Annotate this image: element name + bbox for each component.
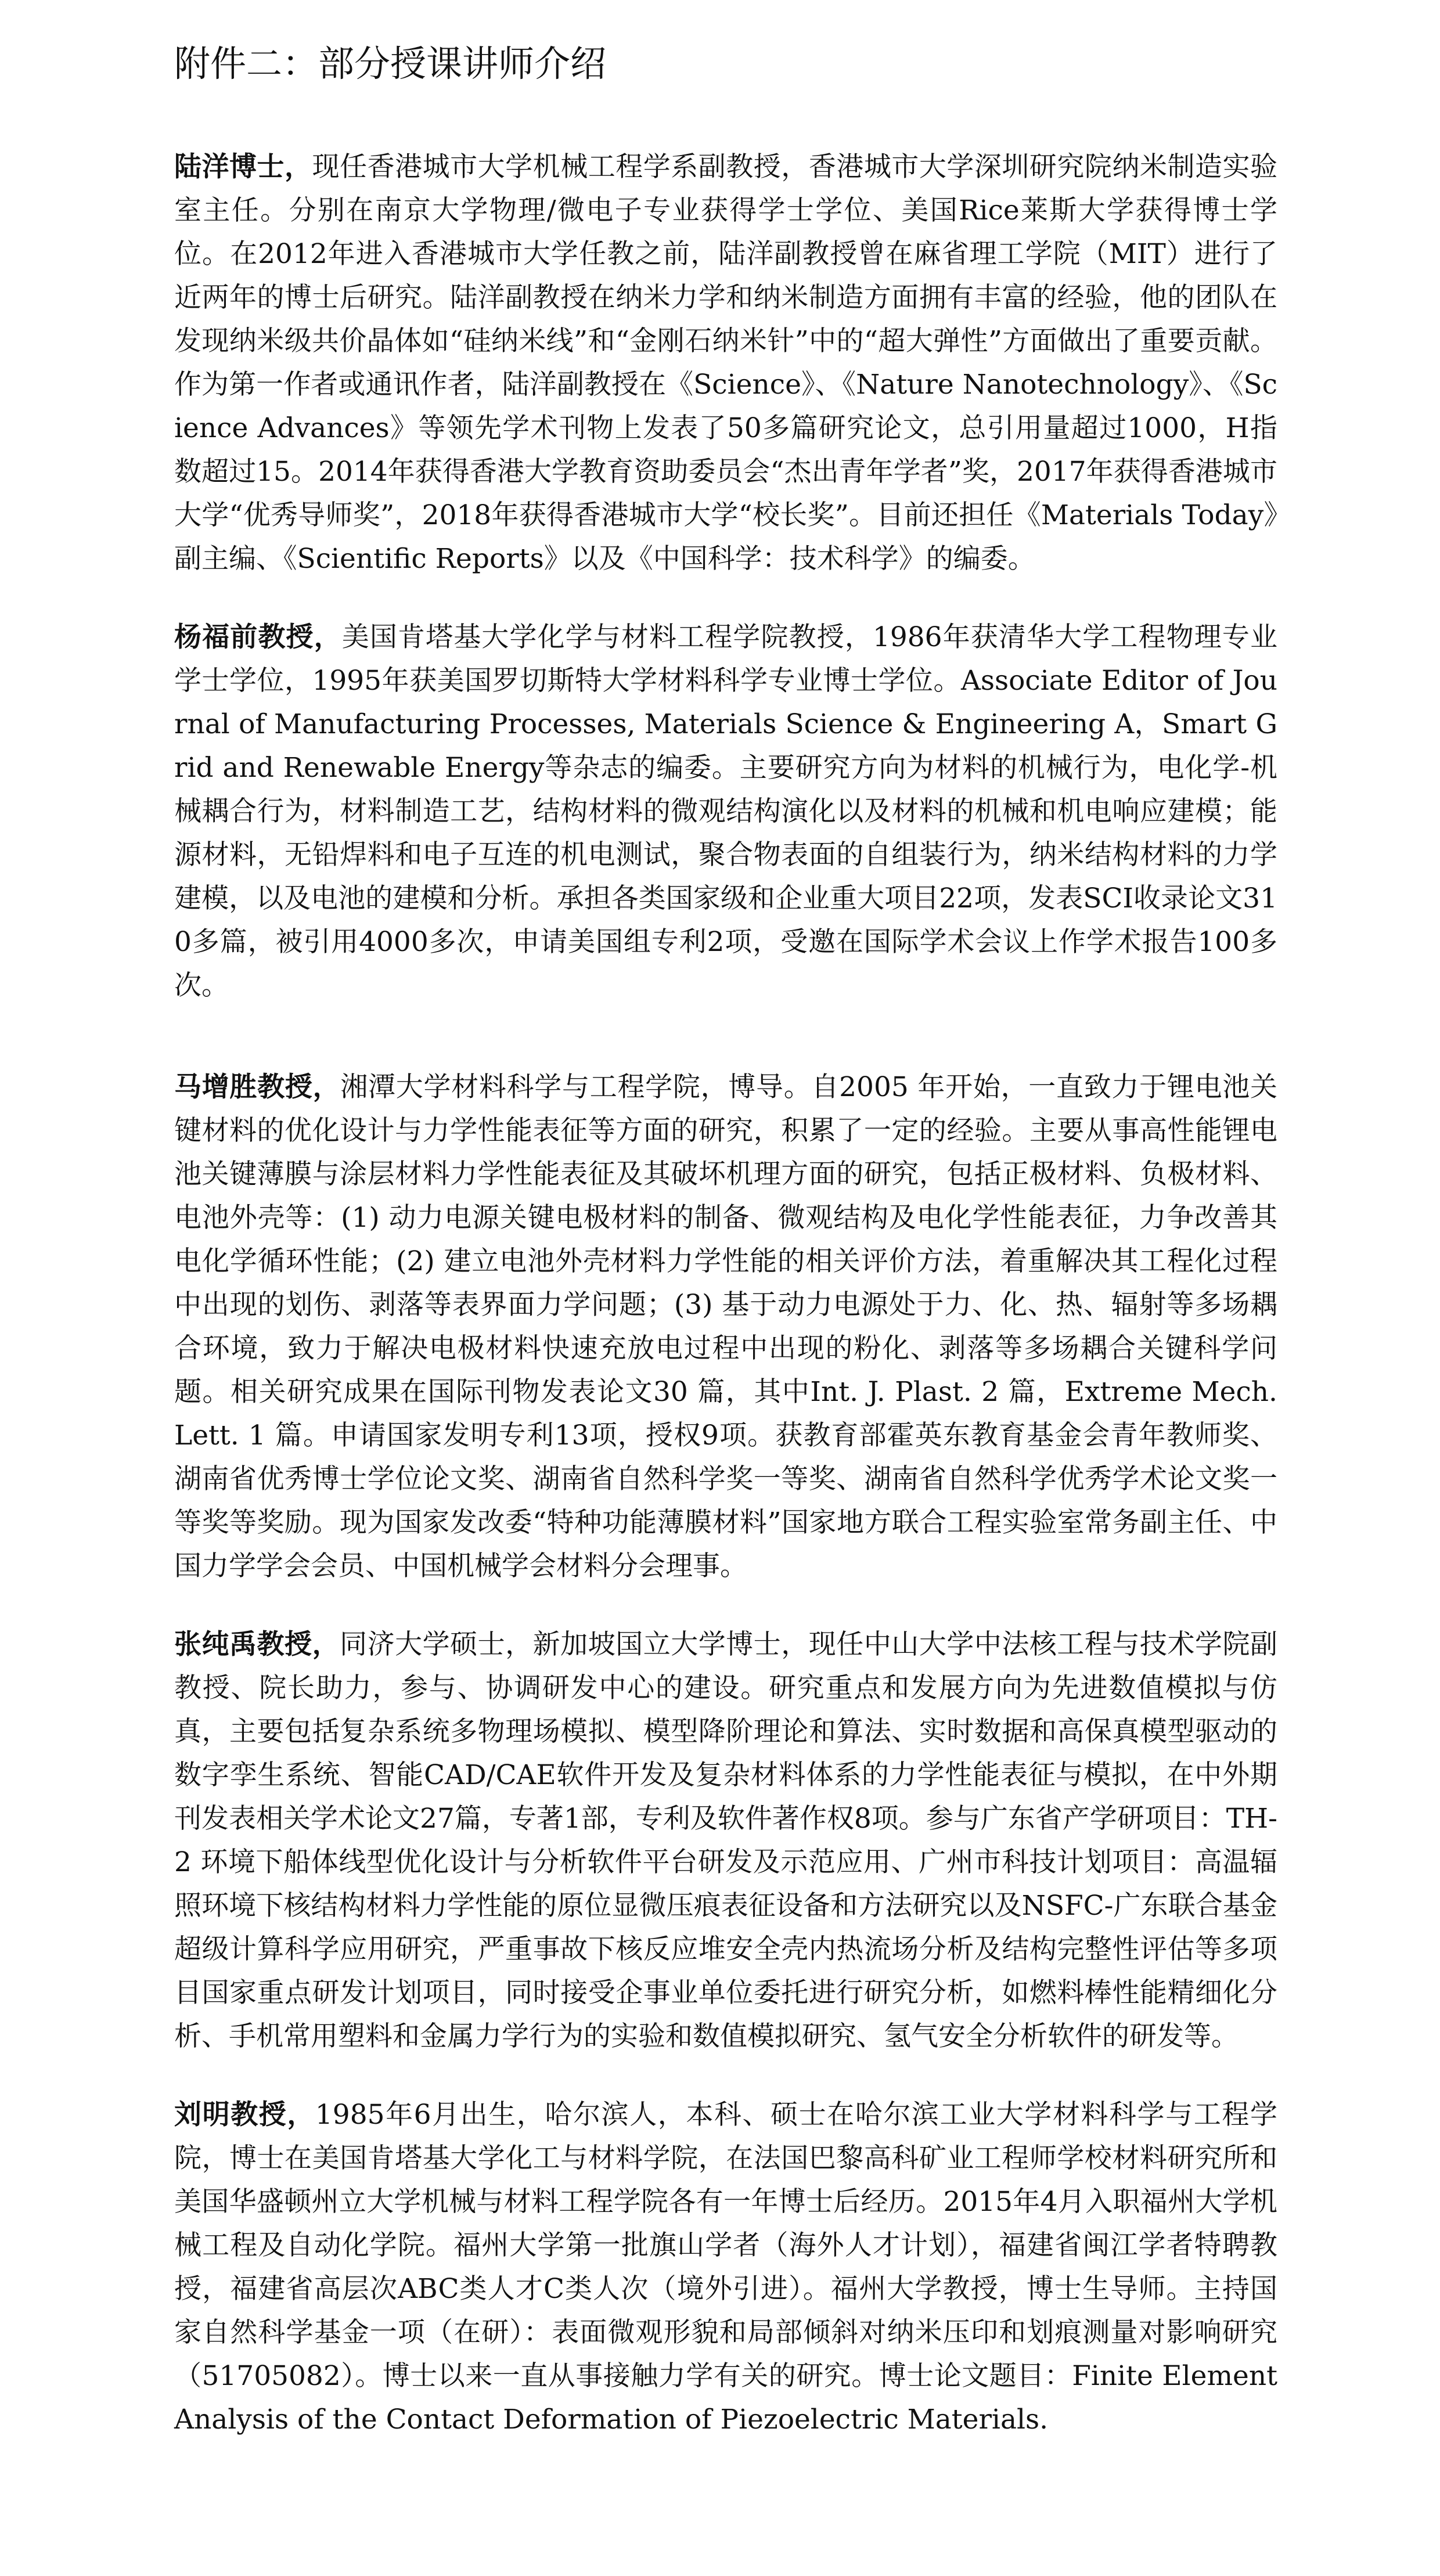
bio-name: 刘明教授，: [174, 2099, 315, 2131]
bio-text: 现任香港城市大学机械工程学系副教授，香港城市大学深圳研究院纳米制造实验室主任。分别在南京大学物理/微电子专业获得学士学位、美国Rice莱斯大学获得博士学位。在2012年进入香港城市大学任教之前，陆洋副教授曾在麻省理工学院（MIT）进行了近两年的博士后研究。陆洋副教授在纳米力学和纳米制造方面拥有丰富的经验，他的团队在发现纳米级共价晶体如“硅纳米线”和“金刚石纳米针”中的“超大弹性”方面做出了重要贡献。作为第一作者或通讯作者，陆洋副教授在《Science》、《Nature Nanotechnology》、《Science Advances》等领先学术刊物上发表了50多篇研究论文，总引用量超过1000，H指数超过15。2014年获得香港大学教育资助委员会“杰出青年学者”奖，2017年获得香港城市大学“优秀导师奖”，2018年获得香港城市大学“校长奖”。目前还担任《Materials Today》副主编、《Scientific Reports》以及《中国科学：技术科学》的编委。: [174, 151, 1278, 575]
bio-text: 湘潭大学材料科学与工程学院，博导。自2005 年开始，一直致力于锂电池关键材料的优化设计与力学性能表征等方面的研究，积累了一定的经验。主要从事高性能锂电池关键薄膜与涂层材料力学性能表征及其破坏机理方面的研究，包括正极材料、负极材料、电池外壳等：(1) 动力电源关键电极材料的制备、微观结构及电化学性能表征，力争改善其电化学循环性能；(2) 建立电池外壳材料力学性能的相关评价方法，着重解决其工程化过程中出现的划伤、剥落等表界面力学问题；(3) 基于动力电源处于力、化、热、辐射等多场耦合环境，致力于解决电极材料快速充放电过程中出现的粉化、剥落等多场耦合关键科学问题。相关研究成果在国际刊物发表论文30 篇，其中Int. J. Plast. 2 篇，Extreme Mech. Lett. 1 篇。申请国家发明专利13项，授权9项。获教育部霍英东教育基金会青年教师奖、湖南省优秀博士学位论文奖、湖南省自然科学奖一等奖、湖南省自然科学优秀学术论文奖一等奖等奖励。现为国家发改委“特种功能薄膜材料”国家地方联合工程实验室常务副主任、中国力学学会会员、中国机械学会材料分会理事。: [174, 1071, 1277, 1582]
document-title: 附件二：部分授课讲师介绍: [174, 42, 607, 85]
bio-text: 美国肯塔基大学化学与材料工程学院教授，1986年获清华大学工程物理专业学士学位，1995年获美国罗切斯特大学材料科学专业博士学位。Associate Editor of Journal of Manufacturing Processes, Materials Science & Engineering A，Smart Grid and Renewable Energy等杂志的编委。主要研究方向为材料的机械行为，电化学-机械耦合行为，材料制造工艺，结构材料的微观结构演化以及材料的机械和机电响应建模；能源材料，无铅焊料和电子互连的机电测试，聚合物表面的自组装行为，纳米结构材料的力学建模，以及电池的建模和分析。承担各类国家级和企业重大项目22项，发表SCI收录论文310多篇，被引用4000多次，申请美国组专利2项，受邀在国际学术会议上作学术报告100多次。: [174, 621, 1278, 1001]
bio-name: 陆洋博士，: [174, 151, 312, 183]
bio-text: 同济大学硕士，新加坡国立大学博士，现任中山大学中法核工程与技术学院副教授、院长助力，参与、协调研发中心的建设。研究重点和发展方向为先进数值模拟与仿真，主要包括复杂系统多物理场模拟、模型降阶理论和算法、实时数据和高保真模型驱动的数字孪生系统、智能CAD/CAE软件开发及复杂材料体系的力学性能表征与模拟，在中外期刊发表相关学术论文27篇，专著1部，专利及软件著作权8项。参与广东省产学研项目：TH-2 环境下船体线型优化设计与分析软件平台研发及示范应用、广州市科技计划项目：高温辐照环境下核结构材料力学性能的原位显微压痕表征设备和方法研究以及NSFC-广东联合基金超级计算科学应用研究，严重事故下核反应堆安全壳内热流场分析及结构完整性评估等多项目国家重点研发计划项目，同时接受企事业单位委托进行研究分析，如燃料棒性能精细化分析、手机常用塑料和金属力学行为的实验和数值模拟研究、氢气安全分析软件的研发等。: [174, 1629, 1277, 2052]
bio-name: 马增胜教授，: [174, 1071, 341, 1103]
bio-lu-yang: [174, 145, 1277, 581]
bio-liu-ming: [174, 2093, 1277, 2441]
bio-text: 1985年6月出生，哈尔滨人，本科、硕士在哈尔滨工业大学材料科学与工程学院，博士在美国肯塔基大学化工与材料学院，在法国巴黎高科矿业工程师学校材料研究所和美国华盛顿州立大学机械与材料工程学院各有一年博士后经历。2015年4月入职福州大学机械工程及自动化学院。福州大学第一批旗山学者（海外人才计划），福建省闽江学者特聘教授，福建省高层次ABC类人才C类人次（境外引进）。福州大学教授，博士生导师。主持国家自然科学基金一项（在研）：表面微观形貌和局部倾斜对纳米压印和划痕测量对影响研究（51705082）。博士以来一直从事接触力学有关的研究。博士论文题目：Finite Element Analysis of the Contact Deformation of Piezoelectric Materials.: [174, 2099, 1277, 2436]
bio-zhang-chunyu: [174, 1623, 1277, 2058]
document-page: [174, 35, 1277, 2441]
bio-ma-zengsheng: [174, 1065, 1277, 1588]
bio-yang-fuqian: [174, 615, 1277, 1007]
bio-name: 张纯禹教授，: [174, 1629, 340, 1660]
bio-name: 杨福前教授，: [174, 621, 342, 653]
